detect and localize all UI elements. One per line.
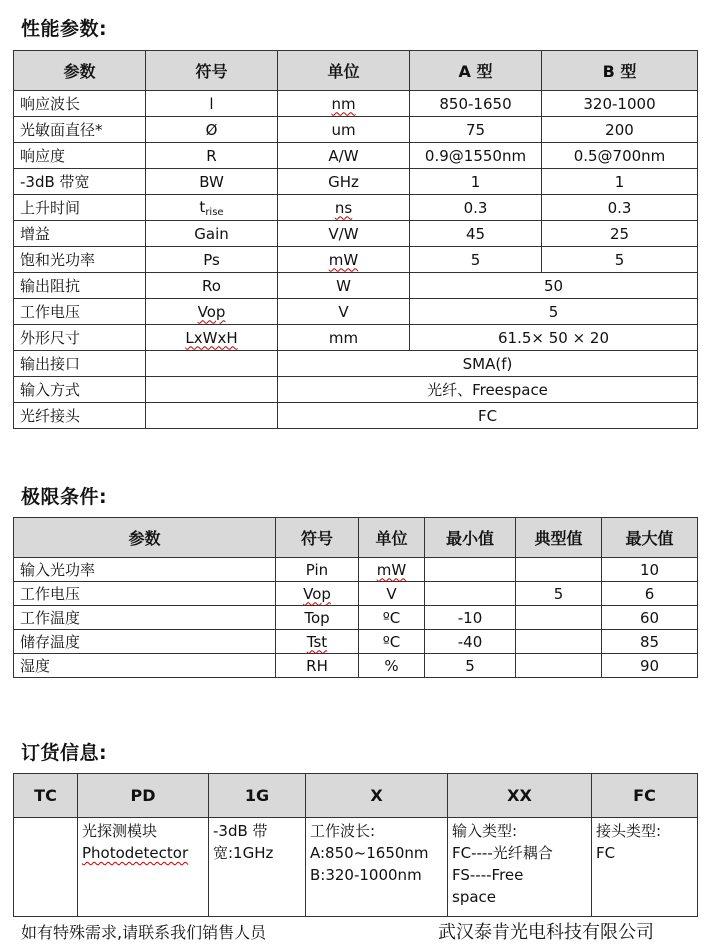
unit-cell — [359, 558, 425, 582]
type-a-cell: 0.9@1550nm — [410, 143, 542, 169]
unit-cell: ºC — [359, 630, 425, 654]
unit-cell: % — [359, 654, 425, 678]
performance-header-row — [14, 51, 698, 91]
header-xx: XX — [448, 774, 592, 818]
symbol-cell: Ps — [146, 247, 278, 273]
input-type-line: FC----光纤耦合 — [452, 844, 553, 862]
header-x: X — [306, 774, 448, 818]
bandwidth-cell — [209, 818, 306, 917]
max-cell: 90 — [602, 654, 698, 678]
type-a-cell: 850-1650 — [410, 91, 542, 117]
shared-value-cell: 光纤、Freespace — [278, 377, 698, 403]
symbol-text: Vop — [197, 302, 226, 321]
table-row — [14, 221, 698, 247]
pd-cell — [78, 818, 209, 917]
limits-heading: 极限条件: — [21, 486, 108, 508]
table-row — [14, 403, 698, 429]
param-cell: 光敏面直径* — [14, 117, 146, 143]
param-cell: 湿度 — [14, 654, 276, 678]
header-pd: PD — [78, 774, 209, 818]
shared-value-cell: SMA(f) — [278, 351, 698, 377]
connector-line: FC — [596, 844, 616, 862]
table-row — [14, 325, 698, 351]
param-cell: 响应度 — [14, 143, 146, 169]
param-cell: 饱和光功率 — [14, 247, 146, 273]
param-cell: 工作电压 — [14, 582, 276, 606]
symbol-cell — [146, 377, 278, 403]
type-b-cell: 1 — [542, 169, 698, 195]
min-cell: 5 — [425, 654, 516, 678]
header-param: 参数 — [14, 51, 146, 91]
max-cell: 85 — [602, 630, 698, 654]
shared-value-cell: 61.5× 50 × 20 — [410, 325, 698, 351]
typ-cell — [516, 630, 602, 654]
pd-line: 光探测模块 — [82, 822, 158, 840]
table-row — [14, 195, 698, 221]
header-unit: 单位 — [359, 518, 425, 558]
shared-value-cell: 5 — [410, 299, 698, 325]
type-a-cell: 1 — [410, 169, 542, 195]
unit-cell: A/W — [278, 143, 410, 169]
typ-cell: 5 — [516, 582, 602, 606]
symbol-cell: R — [146, 143, 278, 169]
header-type-b: B 型 — [542, 51, 698, 91]
unit-cell: um — [278, 117, 410, 143]
param-cell: 输出阻抗 — [14, 273, 146, 299]
symbol-cell: Ø — [146, 117, 278, 143]
param-cell: 外形尺寸 — [14, 325, 146, 351]
symbol-cell: Gain — [146, 221, 278, 247]
table-row — [14, 818, 698, 917]
footer-note: 如有特殊需求,请联系我们销售人员 — [21, 923, 267, 942]
symbol-text: Tst — [306, 632, 328, 651]
shared-value-cell: 50 — [410, 273, 698, 299]
max-cell: 60 — [602, 606, 698, 630]
input-type-line: 输入类型: — [452, 822, 518, 840]
param-cell: -3dB 带宽 — [14, 169, 146, 195]
performance-table — [13, 50, 698, 429]
table-row — [14, 377, 698, 403]
symbol-text: Vop — [303, 584, 331, 603]
max-cell: 10 — [602, 558, 698, 582]
wavelength-line: A:850~1650nm — [310, 844, 429, 862]
param-cell: 上升时间 — [14, 195, 146, 221]
symbol-cell — [146, 299, 278, 325]
limits-table — [13, 517, 698, 678]
symbol-cell: RH — [276, 654, 359, 678]
type-b-cell: 200 — [542, 117, 698, 143]
wavelength-line: B:320-1000nm — [310, 866, 422, 884]
unit-cell: V — [359, 582, 425, 606]
table-row — [14, 299, 698, 325]
symbol-cell — [146, 325, 278, 351]
input-type-line: FS----Free — [452, 866, 524, 884]
type-a-cell: 75 — [410, 117, 542, 143]
param-cell: 响应波长 — [14, 91, 146, 117]
input-type-line: space — [452, 888, 497, 906]
ordering-table — [13, 773, 698, 917]
symbol-cell: Ro — [146, 273, 278, 299]
header-type-a: A 型 — [410, 51, 542, 91]
header-tc: TC — [14, 774, 78, 818]
header-symbol: 符号 — [276, 518, 359, 558]
unit-cell — [278, 247, 410, 273]
tc-cell — [14, 818, 78, 917]
header-max: 最大值 — [602, 518, 698, 558]
header-unit: 单位 — [278, 51, 410, 91]
bandwidth-line: -3dB 带 — [213, 822, 268, 840]
table-row — [14, 606, 698, 630]
param-cell: 储存温度 — [14, 630, 276, 654]
header-min: 最小值 — [425, 518, 516, 558]
max-cell: 6 — [602, 582, 698, 606]
wavelength-line: 工作波长: — [310, 822, 376, 840]
min-cell: -10 — [425, 606, 516, 630]
table-row — [14, 247, 698, 273]
param-cell: 输入光功率 — [14, 558, 276, 582]
type-a-cell: 5 — [410, 247, 542, 273]
symbol-cell — [146, 351, 278, 377]
table-row — [14, 91, 698, 117]
unit-cell: GHz — [278, 169, 410, 195]
type-a-cell: 45 — [410, 221, 542, 247]
typ-cell — [516, 654, 602, 678]
symbol-cell — [276, 582, 359, 606]
symbol-cell: l — [146, 91, 278, 117]
connector-cell — [592, 818, 698, 917]
param-cell: 光纤接头 — [14, 403, 146, 429]
ordering-heading: 订货信息: — [21, 742, 108, 764]
min-cell: -40 — [425, 630, 516, 654]
type-b-cell: 5 — [542, 247, 698, 273]
bandwidth-line: 宽:1GHz — [213, 844, 274, 862]
performance-heading: 性能参数: — [21, 18, 108, 40]
table-row — [14, 654, 698, 678]
type-b-cell: 0.3 — [542, 195, 698, 221]
param-cell: 工作温度 — [14, 606, 276, 630]
symbol-cell: BW — [146, 169, 278, 195]
unit-text: nm — [331, 94, 356, 113]
table-row — [14, 630, 698, 654]
table-row — [14, 169, 698, 195]
typ-cell — [516, 558, 602, 582]
table-row — [14, 558, 698, 582]
wavelength-cell — [306, 818, 448, 917]
input-type-cell — [448, 818, 592, 917]
symbol-subscript: rise — [205, 206, 224, 218]
table-row — [14, 351, 698, 377]
symbol-cell: Top — [276, 606, 359, 630]
company-name: 武汉泰肯光电科技有限公司 — [438, 922, 654, 943]
unit-cell: W — [278, 273, 410, 299]
unit-cell: ºC — [359, 606, 425, 630]
ordering-header-row — [14, 774, 698, 818]
min-cell — [425, 582, 516, 606]
table-row — [14, 143, 698, 169]
param-cell: 输入方式 — [14, 377, 146, 403]
symbol-cell — [146, 403, 278, 429]
typ-cell — [516, 606, 602, 630]
symbol-text: t — [199, 197, 206, 216]
symbol-text: LxWxH — [185, 328, 238, 347]
type-b-cell: 320-1000 — [542, 91, 698, 117]
symbol-cell — [276, 630, 359, 654]
type-b-cell: 0.5@700nm — [542, 143, 698, 169]
type-b-cell: 25 — [542, 221, 698, 247]
unit-cell: V — [278, 299, 410, 325]
header-param: 参数 — [14, 518, 276, 558]
header-fc: FC — [592, 774, 698, 818]
unit-cell — [278, 91, 410, 117]
symbol-cell: Pin — [276, 558, 359, 582]
table-row — [14, 117, 698, 143]
unit-text: mW — [328, 250, 359, 269]
header-typ: 典型值 — [516, 518, 602, 558]
type-a-cell: 0.3 — [410, 195, 542, 221]
min-cell — [425, 558, 516, 582]
unit-cell — [278, 195, 410, 221]
param-cell: 增益 — [14, 221, 146, 247]
table-row — [14, 582, 698, 606]
shared-value-cell: FC — [278, 403, 698, 429]
symbol-cell — [146, 195, 278, 221]
table-row — [14, 273, 698, 299]
unit-text: ns — [334, 198, 353, 217]
param-cell: 输出接口 — [14, 351, 146, 377]
header-1g: 1G — [209, 774, 306, 818]
unit-cell: V/W — [278, 221, 410, 247]
limits-header-row — [14, 518, 698, 558]
header-symbol: 符号 — [146, 51, 278, 91]
connector-line: 接头类型: — [596, 822, 662, 840]
unit-text: mW — [376, 560, 407, 579]
pd-line: Photodetector — [82, 844, 189, 862]
param-cell: 工作电压 — [14, 299, 146, 325]
unit-cell: mm — [278, 325, 410, 351]
